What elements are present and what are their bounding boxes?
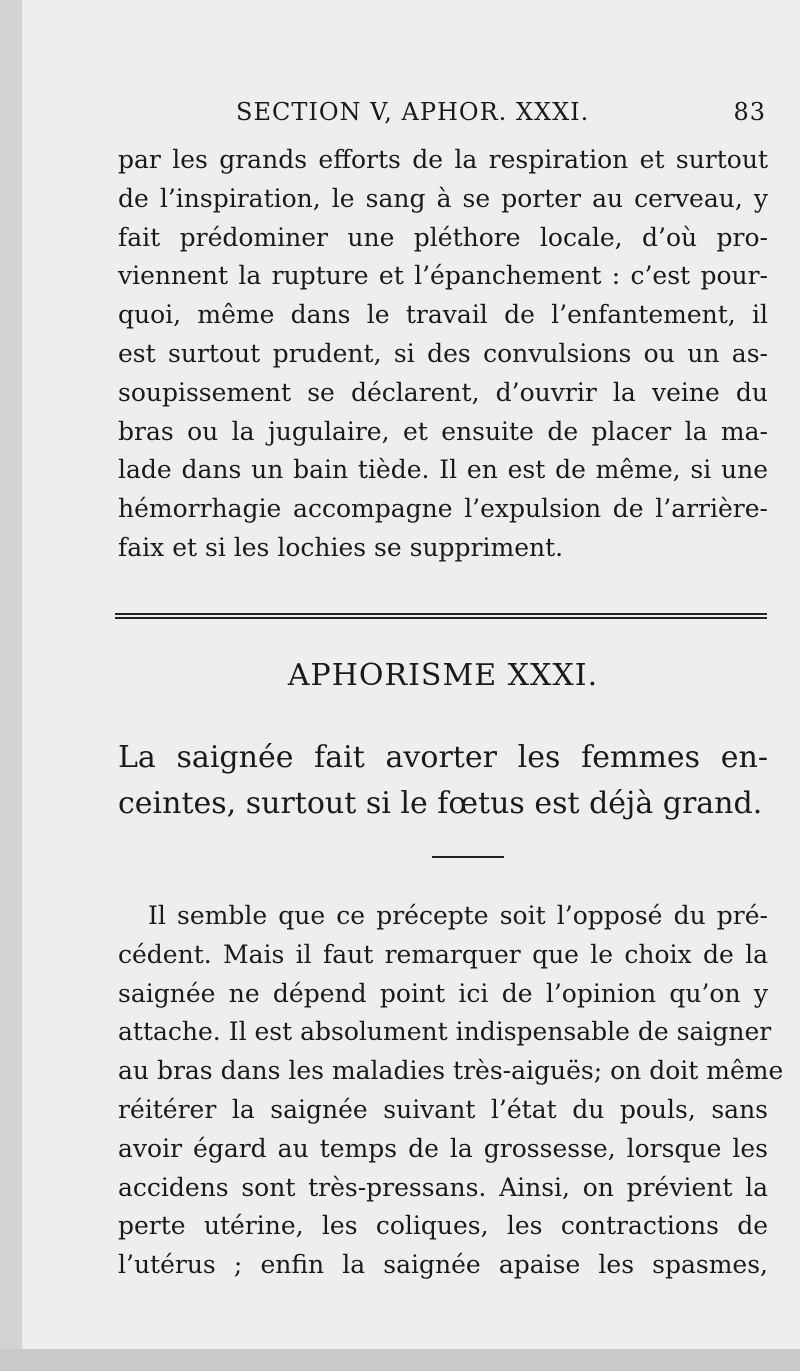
text-line: est surtout prudent, si des convulsions ou un as- xyxy=(118,338,768,368)
text-line: par les grands efforts de la respiration et surtout xyxy=(118,145,768,174)
short-divider xyxy=(432,856,504,858)
running-head-title: SECTION V, APHOR. XXXI. xyxy=(236,98,590,126)
text-line: lade dans un bain tiède. Il en est de même, si une xyxy=(118,455,768,485)
text-line: de l’inspiration, le sang à se porter au cerveau, y xyxy=(118,183,768,213)
aphorism-heading: APHORISME XXXI. xyxy=(287,658,599,693)
aphorism-line: La saignée fait avorter les femmes en- xyxy=(118,740,768,775)
text-line: perte utérine, les coliques, les contractions de xyxy=(118,1211,768,1241)
aphorism-line: ceintes, surtout si le fœtus est déjà grand. xyxy=(118,786,763,821)
text-line: viennent la rupture et l’épanchement : c’est pour- xyxy=(118,261,768,291)
page-gutter xyxy=(0,0,22,1371)
page-bottom-edge xyxy=(0,1349,800,1371)
page-number: 83 xyxy=(733,98,766,126)
continued-paragraph xyxy=(118,141,768,568)
text-line: saignée ne dépend point ici de l’opinion qu’on y xyxy=(118,978,768,1008)
text-line: réitérer la saignée suivant l’état du pouls, sans xyxy=(118,1094,768,1124)
text-line: faix et si les lochies se suppriment. xyxy=(118,532,564,562)
text-line: l’utérus ; enfin la saignée apaise les spasmes, xyxy=(118,1250,768,1280)
section-divider xyxy=(115,613,767,619)
text-line: accidens sont très-pressans. Ainsi, on prévient la xyxy=(118,1172,768,1202)
running-head xyxy=(236,98,772,126)
text-line: Il semble que ce précepte soit l’opposé du pré- xyxy=(148,901,768,930)
text-line: fait prédominer une pléthore locale, d’où pro- xyxy=(118,222,768,252)
text-line: cédent. Mais il faut remarquer que le choix de la xyxy=(118,939,768,969)
text-line: attache. Il est absolument indispensable de saigner xyxy=(118,1017,772,1047)
text-line: bras ou la jugulaire, et ensuite de placer la ma- xyxy=(118,416,768,446)
text-line: quoi, même dans le travail de l’enfantement, il xyxy=(118,300,768,330)
text-line: soupissement se déclarent, d’ouvrir la veine du xyxy=(118,377,768,407)
text-line: au bras dans les maladies très-aiguës; on doit même xyxy=(118,1056,784,1086)
text-line: hémorrhagie accompagne l’expulsion de l’arrière- xyxy=(118,494,768,524)
text-line: avoir égard au temps de la grossesse, lorsque les xyxy=(118,1133,768,1163)
commentary-paragraph xyxy=(118,897,784,1285)
